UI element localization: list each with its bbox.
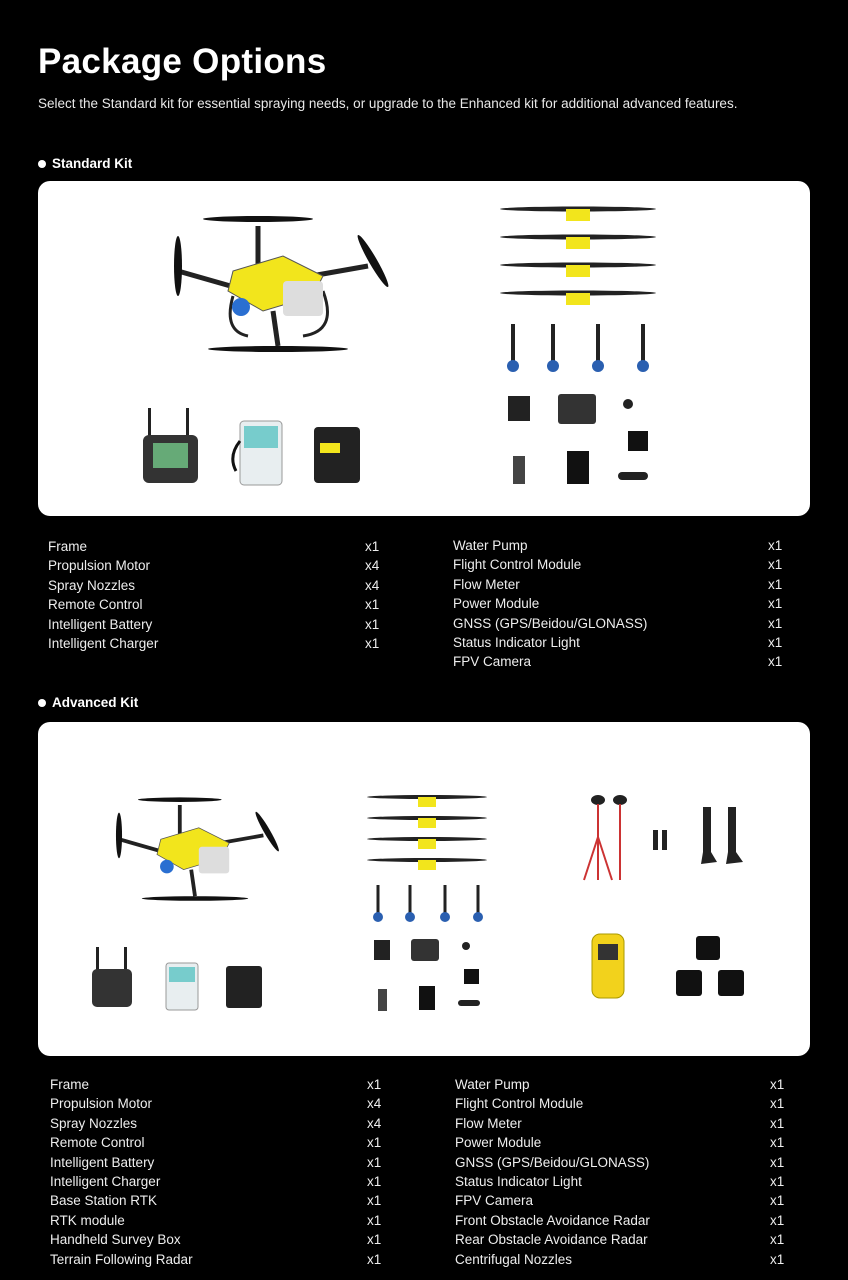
item-quantity: x1 xyxy=(770,1077,785,1092)
electronics-modules-icon xyxy=(483,386,663,491)
charger-icon xyxy=(223,962,265,1010)
list-item xyxy=(50,1191,383,1210)
item-name: Front Obstacle Avoidance Radar xyxy=(455,1212,650,1228)
item-name: Rear Obstacle Avoidance Radar xyxy=(455,1232,648,1248)
list-item xyxy=(453,536,784,555)
list-item xyxy=(455,1094,786,1113)
item-name: Remote Control xyxy=(48,597,143,613)
item-quantity: x1 xyxy=(365,597,380,613)
item-name: Centrifugal Nozzles xyxy=(455,1251,573,1267)
item-quantity: x1 xyxy=(367,1077,382,1092)
item-quantity: x1 xyxy=(367,1173,382,1189)
item-quantity: x1 xyxy=(367,1193,382,1209)
list-item xyxy=(50,1133,383,1152)
item-name: Flight Control Module xyxy=(453,557,582,573)
list-item xyxy=(455,1172,786,1191)
bullet-icon xyxy=(38,699,46,707)
item-quantity: x1 xyxy=(768,557,783,573)
item-name: Status Indicator Light xyxy=(455,1173,582,1189)
list-item xyxy=(453,614,784,633)
item-quantity: x1 xyxy=(768,654,783,670)
item-quantity: x1 xyxy=(367,1232,382,1248)
propellers-icon xyxy=(498,201,658,311)
item-name: GNSS (GPS/Beidou/GLONASS) xyxy=(455,1154,650,1170)
list-item xyxy=(50,1230,383,1249)
item-name: Propulsion Motor xyxy=(50,1096,153,1112)
item-name: Intelligent Charger xyxy=(50,1173,161,1189)
list-item xyxy=(48,537,381,556)
standard-kit-heading xyxy=(38,156,132,171)
item-quantity: x1 xyxy=(768,596,783,612)
item-name: Terrain Following Radar xyxy=(50,1251,193,1267)
battery-icon xyxy=(228,416,288,488)
item-quantity: x1 xyxy=(365,539,380,554)
remote-control-icon xyxy=(88,944,136,1009)
item-name: Water Pump xyxy=(455,1077,530,1092)
list-item xyxy=(48,556,381,575)
item-quantity: x4 xyxy=(365,577,380,593)
item-name: Flight Control Module xyxy=(455,1096,584,1112)
list-item xyxy=(50,1211,383,1230)
spray-nozzles-icon xyxy=(368,882,488,924)
advanced-kit-heading xyxy=(38,695,138,710)
standard-right-list xyxy=(453,536,784,672)
item-name: Spray Nozzles xyxy=(50,1115,138,1131)
item-name: Spray Nozzles xyxy=(48,577,136,593)
item-quantity: x1 xyxy=(367,1154,382,1170)
list-item xyxy=(453,594,784,613)
list-item xyxy=(50,1075,383,1094)
item-name: Intelligent Charger xyxy=(48,635,159,651)
drone-icon xyxy=(100,792,290,932)
item-name: Frame xyxy=(50,1077,90,1092)
item-name: Intelligent Battery xyxy=(50,1154,155,1170)
item-name: Status Indicator Light xyxy=(453,634,580,650)
list-item xyxy=(455,1114,786,1133)
list-item xyxy=(50,1094,383,1113)
advanced-kit-image xyxy=(38,722,810,1056)
item-quantity: x1 xyxy=(770,1173,785,1189)
bullet-icon xyxy=(38,160,46,168)
list-item xyxy=(455,1075,786,1094)
propellers-icon xyxy=(366,792,488,877)
list-item xyxy=(48,615,381,634)
item-name: Handheld Survey Box xyxy=(50,1232,181,1248)
item-name: Flow Meter xyxy=(455,1115,522,1131)
item-quantity: x1 xyxy=(768,634,783,650)
item-quantity: x1 xyxy=(365,616,380,632)
item-quantity: x4 xyxy=(365,558,380,574)
item-name: FPV Camera xyxy=(453,654,532,670)
item-name: Flow Meter xyxy=(453,576,520,592)
rtk-module-icon xyxy=(693,802,753,872)
charger-icon xyxy=(310,421,365,486)
item-quantity: x1 xyxy=(770,1212,785,1228)
list-item xyxy=(453,575,784,594)
item-quantity: x1 xyxy=(770,1251,785,1267)
advanced-left-list xyxy=(50,1075,383,1269)
item-name: FPV Camera xyxy=(455,1193,534,1209)
item-quantity: x1 xyxy=(770,1096,785,1112)
battery-icon xyxy=(158,960,203,1012)
list-item xyxy=(48,576,381,595)
list-item xyxy=(455,1153,786,1172)
list-item xyxy=(48,595,381,614)
item-quantity: x1 xyxy=(768,615,783,631)
list-item xyxy=(50,1172,383,1191)
advanced-kit-label: Advanced Kit xyxy=(52,695,139,710)
list-item xyxy=(453,555,784,574)
item-name: Base Station RTK xyxy=(50,1193,158,1209)
list-item xyxy=(453,652,784,671)
item-quantity: x1 xyxy=(365,635,380,651)
list-item xyxy=(50,1114,383,1133)
item-quantity: x1 xyxy=(768,538,783,553)
list-item xyxy=(455,1230,786,1249)
standard-left-list xyxy=(48,537,381,653)
item-name: Intelligent Battery xyxy=(48,616,153,632)
item-quantity: x1 xyxy=(367,1251,382,1267)
list-item xyxy=(453,633,784,652)
item-name: RTK module xyxy=(50,1212,125,1228)
item-name: Water Pump xyxy=(453,538,528,553)
item-name: Power Module xyxy=(455,1135,542,1151)
drone-icon xyxy=(153,211,403,391)
list-item xyxy=(50,1250,383,1269)
item-quantity: x1 xyxy=(770,1193,785,1209)
list-item xyxy=(455,1191,786,1210)
list-item xyxy=(455,1133,786,1152)
item-name: Frame xyxy=(48,539,88,554)
item-quantity: x1 xyxy=(770,1232,785,1248)
item-name: Remote Control xyxy=(50,1135,145,1151)
list-item xyxy=(50,1153,383,1172)
list-item xyxy=(455,1250,786,1269)
item-quantity: x1 xyxy=(770,1115,785,1131)
item-quantity: x1 xyxy=(367,1212,382,1228)
advanced-right-list xyxy=(455,1075,786,1269)
item-quantity: x4 xyxy=(367,1115,382,1131)
list-item xyxy=(455,1211,786,1230)
electronics-modules-icon xyxy=(356,934,491,1014)
page-title: Package Options xyxy=(38,42,327,81)
item-quantity: x4 xyxy=(367,1096,382,1112)
item-name: GNSS (GPS/Beidou/GLONASS) xyxy=(453,615,648,631)
page-subtitle: Select the Standard kit for essential spraying needs, or upgrade to the Enhanced kit for additional advanced features. xyxy=(38,96,738,111)
spray-nozzles-icon xyxy=(498,319,658,374)
obstacle-radar-icon xyxy=(674,932,749,1002)
remote-control-icon xyxy=(138,403,203,488)
item-quantity: x1 xyxy=(770,1135,785,1151)
item-name: Propulsion Motor xyxy=(48,558,151,574)
item-quantity: x1 xyxy=(367,1135,382,1151)
standard-kit-label: Standard Kit xyxy=(52,156,133,171)
list-item xyxy=(48,634,381,653)
base-station-rtk-icon xyxy=(578,792,678,887)
item-name: Power Module xyxy=(453,596,540,612)
handheld-survey-box-icon xyxy=(588,930,628,1002)
standard-kit-image xyxy=(38,181,810,516)
item-quantity: x1 xyxy=(768,576,783,592)
item-quantity: x1 xyxy=(770,1154,785,1170)
